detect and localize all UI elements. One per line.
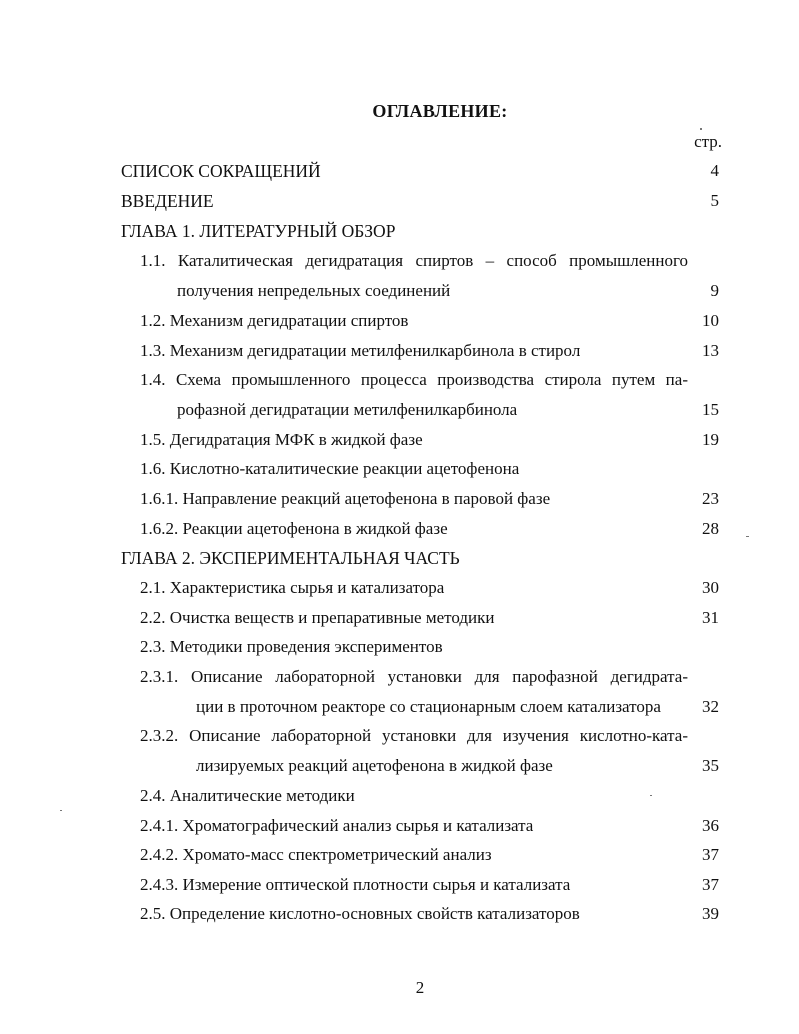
toc-entry-page: 37: [702, 875, 719, 894]
toc-entry-page: 4: [710, 161, 719, 180]
toc-entry-text: 1.6.2. Реакции ацетофенона в жидкой фазе: [140, 519, 448, 538]
toc-entry: [0, 577, 799, 599]
toc-entry-page: 13: [702, 341, 719, 360]
toc-entry-text: 1.6.1. Направление реакций ацетофенона в паровой фазе: [140, 489, 551, 508]
toc-entry-page: 32: [702, 697, 719, 716]
toc-entry-text: рофазной дегидратации метилфенилкарбинола: [177, 400, 518, 419]
toc-entry: [0, 518, 799, 540]
toc-entry-page: 35: [702, 756, 719, 775]
toc-entry-text: 1.3. Механизм дегидратации метилфенилкарбинола в стирол: [140, 341, 581, 360]
toc-entry-page: 39: [702, 904, 719, 923]
toc-entry: [0, 340, 799, 362]
toc-entry-text: получения непредельных соединений: [177, 281, 451, 300]
toc-entry-text: ГЛАВА 2. ЭКСПЕРИМЕНТАЛЬНАЯ ЧАСТЬ: [121, 548, 460, 568]
toc-entry: [0, 903, 799, 925]
toc-title: ОГЛАВЛЕНИЕ:: [372, 101, 508, 121]
toc-entry-page: 23: [702, 489, 719, 508]
toc-chapter-heading: [0, 547, 799, 569]
toc-entry-text: 2.2. Очистка веществ и препаративные методики: [140, 608, 495, 627]
scan-speck: [746, 536, 749, 537]
toc-entry-text: 2.3.1. Описание лабораторной установки для парофазной дегидрата-: [140, 667, 688, 686]
scan-speck: [60, 810, 62, 811]
toc-entry: [0, 607, 799, 629]
toc-entry-page: 28: [702, 519, 719, 538]
toc-entry: [0, 844, 799, 866]
scan-speck: [650, 795, 652, 796]
toc-entry-text: 2.3.2. Описание лабораторной установки для изучения кислотно-ката-: [140, 726, 688, 745]
toc-entry: [0, 874, 799, 896]
toc-entry-text: лизируемых реакций ацетофенона в жидкой фазе: [196, 756, 553, 775]
toc-entry: [0, 666, 799, 688]
toc-entry-text: 2.4.1. Хроматографический анализ сырья и катализата: [140, 816, 534, 835]
toc-entry-page: 10: [702, 311, 719, 330]
toc-entry-text: 1.6. Кислотно-каталитические реакции ацетофенона: [140, 459, 520, 478]
toc-entry-text: СПИСОК СОКРАЩЕНИЙ: [121, 161, 321, 181]
toc-entry-text: ВВЕДЕНИЕ: [121, 191, 214, 211]
toc-entry-text: 1.2. Механизм дегидратации спиртов: [140, 311, 409, 330]
toc-entry-text: 2.1. Характеристика сырья и катализатора: [140, 578, 445, 597]
toc-entry-text: ГЛАВА 1. ЛИТЕРАТУРНЫЙ ОБЗОР: [121, 221, 396, 241]
toc-entry-page: 37: [702, 845, 719, 864]
toc-entry: [0, 725, 799, 747]
toc-entry-continuation: [0, 696, 799, 718]
toc-entry-text: 2.5. Определение кислотно-основных свойств катализаторов: [140, 904, 580, 923]
toc-entry: [0, 310, 799, 332]
toc-entry: [0, 785, 799, 807]
toc-entry-page: 19: [702, 430, 719, 449]
toc-entry-continuation: [0, 280, 799, 302]
toc-entry: [0, 815, 799, 837]
toc-entry: [0, 636, 799, 658]
toc-entry-page: 9: [710, 281, 719, 300]
toc-entry-text: 1.4. Схема промышленного процесса производства стирола путем па-: [140, 370, 688, 389]
toc-chapter-heading: [0, 220, 799, 242]
toc-entry-page: 5: [710, 191, 719, 210]
toc-entry-text: 2.4.2. Хромато-масс спектрометрический анализ: [140, 845, 492, 864]
toc-entry: [0, 488, 799, 510]
toc-entry-text: 1.1. Каталитическая дегидратация спиртов – способ промышленного: [140, 251, 688, 270]
toc-entry-text: 2.3. Методики проведения экспериментов: [140, 637, 443, 656]
toc-entry-continuation: [0, 755, 799, 777]
toc-entry: [0, 458, 799, 480]
toc-entry-text: 2.4.3. Измерение оптической плотности сырья и катализата: [140, 875, 571, 894]
toc-entry-page: 30: [702, 578, 719, 597]
toc-entry-page: 15: [702, 400, 719, 419]
scan-speck: [700, 128, 702, 130]
page-column-label: стр.: [694, 132, 722, 151]
toc-entry: [0, 190, 799, 212]
toc-entry-page: 36: [702, 816, 719, 835]
toc-entry-continuation: [0, 399, 799, 421]
toc-entry-text: 1.5. Дегидратация МФК в жидкой фазе: [140, 430, 423, 449]
page-number: 2: [415, 978, 425, 997]
toc-entry-text: ции в проточном реакторе со стационарным слоем катализатора: [196, 697, 661, 716]
toc-entry: [0, 250, 799, 272]
toc-entry: [0, 160, 799, 182]
toc-entry-text: 2.4. Аналитические методики: [140, 786, 355, 805]
toc-entry: [0, 369, 799, 391]
toc-entry: [0, 429, 799, 451]
toc-entry-page: 31: [702, 608, 719, 627]
